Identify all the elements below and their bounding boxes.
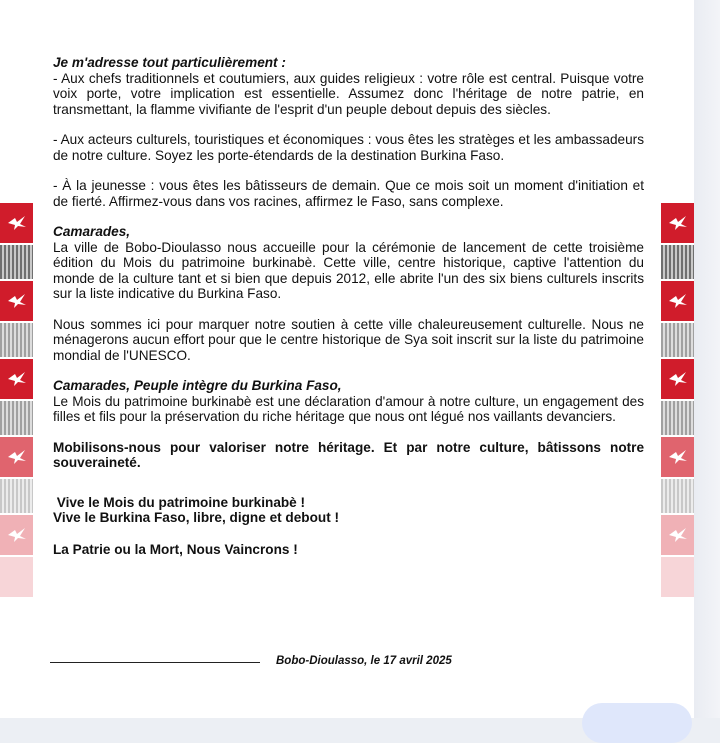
fade-tile	[0, 557, 33, 597]
slogan-line-2: Vive le Burkina Faso, libre, digne et debout !	[53, 510, 340, 525]
pattern-tile	[661, 245, 694, 279]
pattern-tile	[0, 401, 33, 435]
pattern-tile	[661, 323, 694, 357]
pattern-tile	[0, 323, 33, 357]
bird-icon	[661, 515, 694, 555]
closing-motto: La Patrie ou la Mort, Nous Vaincrons !	[53, 541, 298, 557]
paragraph-cultural-actors: - Aux acteurs culturels, touristiques et économiques : vous êtes les stratèges et les ambassadeurs de notre culture. Soyez les porte-étendards de la destination Burkina Faso.	[53, 132, 644, 163]
paragraph-mois-patrimoine: Le Mois du patrimoine burkinabè est une déclaration d'amour à notre culture, un engagement des filles et fils pour la préservation du riche héritage que nous ont légué nos vaillants devanciers.	[53, 393, 644, 424]
bird-icon	[661, 359, 694, 399]
bird-icon	[0, 437, 33, 477]
fade-tile	[661, 557, 694, 597]
heading-camarades: Camarades,	[53, 224, 131, 239]
letter-body	[53, 55, 644, 557]
signature-place-date: Bobo-Dioulasso, le 17 avril 2025	[276, 655, 452, 667]
viewer-background	[694, 0, 720, 718]
signature-line	[50, 662, 260, 663]
floating-chat-bubble[interactable]	[582, 703, 692, 743]
bird-icon	[0, 281, 33, 321]
right-decorative-strip	[661, 203, 694, 599]
paragraph-support: Nous sommes ici pour marquer notre soutien à cette ville chaleureusement culturelle. Nous ne ménagerons aucun effort pour que le centre historique de Sya soit inscrit sur la liste du patrimoine mondial de l'UNESCO.	[53, 316, 644, 363]
bird-icon	[661, 203, 694, 243]
bird-icon	[0, 515, 33, 555]
pattern-tile	[661, 401, 694, 435]
heading-peuple-integre: Camarades, Peuple intègre du Burkina Faso,	[53, 378, 342, 393]
paragraph-traditional-leaders: - Aux chefs traditionnels et coutumiers, aux guides religieux : votre rôle est central. Puisque votre voix porte, votre implication est essentielle. Assumez donc l'héritage de notre patrie, en transmettant, la flamme vivifiante de l'esprit d'un peuple debout depuis des siècles.	[53, 70, 644, 117]
bird-icon	[0, 203, 33, 243]
bird-icon	[661, 437, 694, 477]
pattern-tile	[0, 479, 33, 513]
paragraph-youth: - À la jeunesse : vous êtes les bâtisseurs de demain. Que ce mois soit un moment d'initiation et de fierté. Affirmez-vous dans vos racines, affirmez le Faso, sans complexe.	[53, 178, 644, 209]
bold-call-to-action: Mobilisons-nous pour valoriser notre héritage. Et par notre culture, bâtissons notre souveraineté.	[53, 439, 644, 470]
bird-icon	[0, 359, 33, 399]
heading-address: Je m'adresse tout particulièrement :	[53, 55, 286, 70]
slogan-line-1: Vive le Mois du patrimoine burkinabè !	[53, 494, 306, 510]
paragraph-bobo-dioulasso: La ville de Bobo-Dioulasso nous accueille pour la cérémonie de lancement de cette troisième édition du Mois du patrimoine burkinabè. Cette ville, centre historique, captive l'attention du monde de la culture tant et si bien que depuis 2012, elle abrite l'un des six biens culturels inscrits sur la liste indicative du Burkina Faso.	[53, 239, 644, 301]
left-decorative-strip	[0, 203, 33, 599]
pattern-tile	[661, 479, 694, 513]
bird-icon	[661, 281, 694, 321]
pattern-tile	[0, 245, 33, 279]
